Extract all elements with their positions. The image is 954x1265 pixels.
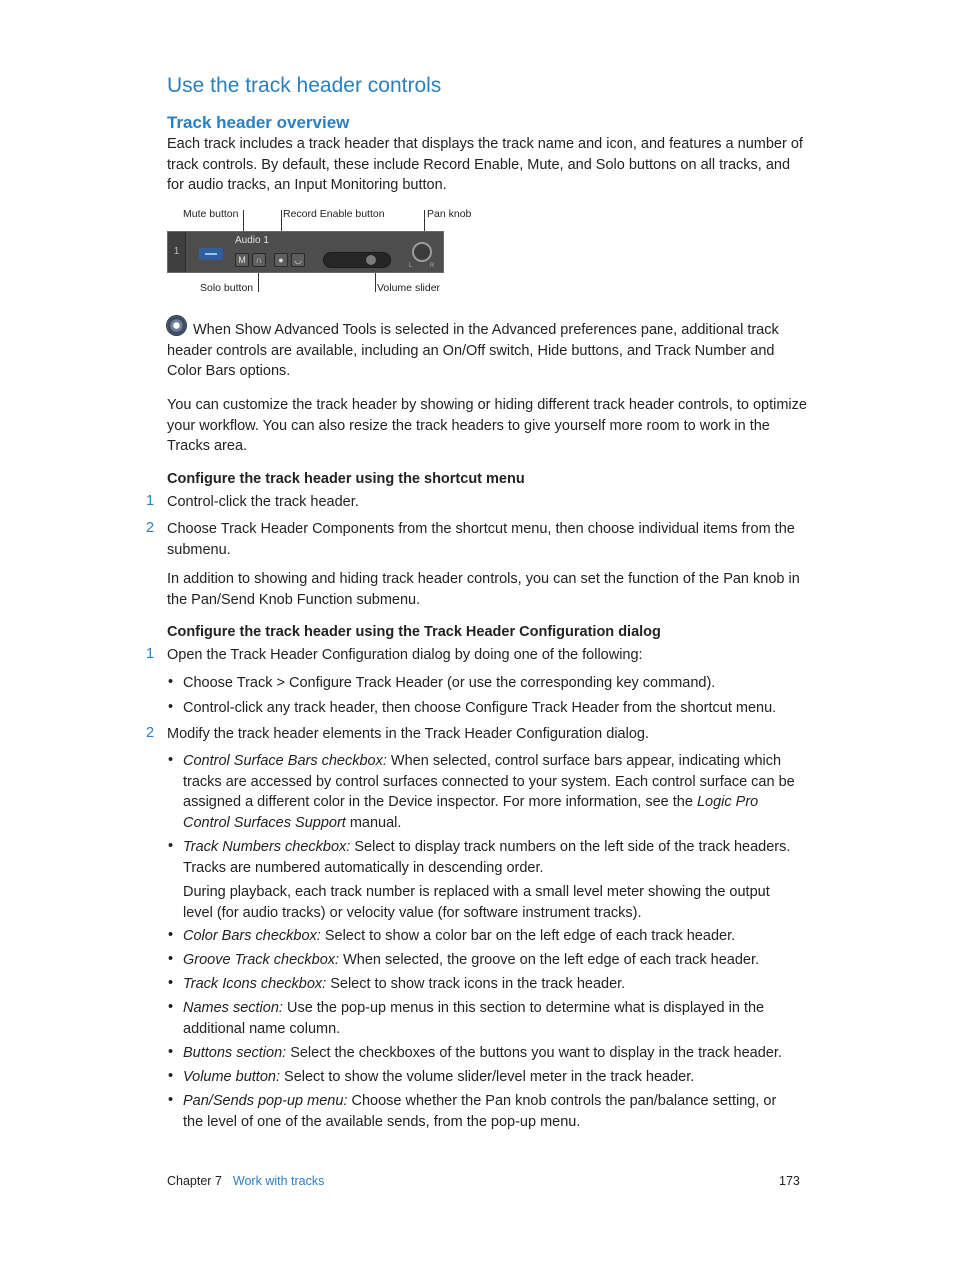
item-tail: manual.	[345, 814, 402, 831]
bullet: •	[168, 1092, 174, 1108]
intro-paragraph: Each track includes a track header that displays the track name and icon, and features a number of track controls. By default, these include Record Enable, Mute, and Solo buttons on all tracks, and for audio tracks, an Input Monitoring button.	[167, 136, 803, 194]
bullet: •	[168, 838, 174, 854]
pan-knob[interactable]	[412, 242, 432, 262]
chapter-number: Chapter 7	[167, 1174, 222, 1188]
track-name[interactable]: Audio 1	[235, 235, 269, 246]
callout-volume: Volume slider	[377, 282, 441, 294]
mute-button[interactable]	[235, 253, 249, 267]
bullet: •	[168, 951, 174, 967]
advanced-note: When Show Advanced Tools is selected in the Advanced preferences pane, additional track header controls are available, including an On/Off switch, Hide buttons, and Track Number and Color Bars options.	[167, 322, 779, 380]
item-term: Volume button:	[183, 1069, 280, 1085]
bullet-text	[183, 926, 798, 947]
shortcut-heading: Configure the track header using the shortcut menu	[167, 471, 525, 487]
bullet-text	[183, 1091, 798, 1132]
volume-slider[interactable]	[323, 252, 391, 268]
item-term: Buttons section:	[183, 1045, 287, 1061]
page-number: 173	[779, 1174, 800, 1188]
bullet-text	[183, 837, 798, 878]
bullet: •	[168, 752, 174, 768]
item-term: Control Surface Bars checkbox:	[183, 753, 387, 769]
item-text: When selected, the groove on the left edge of each track header.	[339, 952, 760, 968]
bullet-text	[183, 1043, 798, 1064]
pan-knob-paragraph: In addition to showing and hiding track header controls, you can set the function of the Pan knob in the Pan/Send Knob Function submenu.	[167, 571, 800, 608]
item-text: Select to show track icons in the track header.	[326, 976, 626, 992]
bullet-text	[183, 974, 798, 995]
section-heading: Track header overview	[167, 113, 350, 132]
volume-slider-knob[interactable]	[365, 254, 377, 266]
playback-note: During playback, each track number is replaced with a small level meter showing the output level (for audio tracks) or velocity value (for software instrument tracks).	[183, 884, 770, 921]
step-number: 2	[146, 725, 155, 741]
item-term: Groove Track checkbox:	[183, 952, 340, 968]
customize-paragraph: You can customize the track header by showing or hiding different track header controls, to optimize your workflow. You can also resize the track headers to give yourself more room to work in the Tracks area.	[167, 397, 807, 455]
callout-solo: Solo button	[200, 282, 254, 294]
record-icon: ●	[278, 255, 284, 265]
input-monitoring-button[interactable]	[291, 253, 305, 267]
bullet-text: Choose Track > Configure Track Header (or use the corresponding key command).	[183, 675, 716, 691]
audio-track-icon	[199, 248, 223, 260]
bullet: •	[168, 674, 174, 690]
item-reference: Logic Pro Control Surfaces Support	[183, 794, 759, 831]
bullet: •	[168, 927, 174, 943]
step-text: Open the Track Header Configuration dialog by doing one of the following:	[167, 647, 643, 663]
item-text: Use the pop-up menus in this section to determine what is displayed in the additional name column.	[183, 1000, 765, 1037]
item-text: Select to show a color bar on the left edge of each track header.	[320, 928, 736, 944]
step-text: Control-click the track header.	[167, 494, 359, 510]
pan-left-label: L	[409, 263, 413, 269]
input-monitor-icon: ◡	[294, 255, 302, 265]
bullet: •	[168, 1068, 174, 1084]
bullet: •	[168, 1044, 174, 1060]
item-text: Choose whether the Pan knob controls the pan/balance setting, or the level of one of the available sends, from the pop-up menu.	[183, 1093, 777, 1130]
callout-record: Record Enable button	[283, 208, 385, 220]
bullet-text	[183, 751, 798, 833]
step-number: 1	[146, 646, 155, 662]
bullet-text	[183, 1067, 798, 1088]
chapter-link[interactable]: Work with tracks	[232, 1174, 325, 1188]
item-text: Select to show the volume slider/level meter in the track header.	[280, 1069, 695, 1085]
step-number: 1	[146, 493, 155, 509]
bullet: •	[168, 699, 174, 715]
track-number: 1	[168, 232, 186, 272]
footer-chapter	[167, 1174, 324, 1188]
bullet-text	[183, 998, 798, 1039]
dialog-heading: Configure the track header using the Track Header Configuration dialog	[167, 624, 661, 640]
item-term: Color Bars checkbox:	[183, 928, 321, 944]
item-term: Track Icons checkbox:	[183, 976, 327, 992]
bullet-text: Control-click any track header, then choose Configure Track Header from the shortcut menu.	[183, 700, 777, 716]
callout-mute: Mute button	[183, 208, 239, 220]
item-text: Select to display track numbers on the left side of the track headers. Tracks are numbered automatically in descending order.	[183, 839, 791, 876]
step-text: Choose Track Header Components from the shortcut menu, then choose individual items from the submenu.	[167, 521, 795, 558]
headphones-icon: ∩	[255, 255, 263, 265]
callout-pan: Pan knob	[427, 208, 472, 220]
solo-button[interactable]	[252, 253, 266, 267]
bullet-text	[183, 950, 798, 971]
bullet: •	[168, 975, 174, 991]
item-term: Track Numbers checkbox:	[183, 839, 351, 855]
track-header-figure[interactable]	[167, 231, 444, 273]
page-title: Use the track header controls	[167, 74, 442, 97]
item-text: Select the checkboxes of the buttons you want to display in the track header.	[286, 1045, 782, 1061]
bullet: •	[168, 999, 174, 1015]
step-text: Modify the track header elements in the Track Header Configuration dialog.	[167, 726, 649, 742]
item-text: When selected, control surface bars appear, indicating which tracks are accessed by control surfaces connected to your system. Each control surface can be assigned a different color in the Device inspector. For more information, see the	[183, 753, 795, 811]
item-term: Names section:	[183, 1000, 283, 1016]
record-enable-button[interactable]	[274, 253, 288, 267]
step-number: 2	[146, 520, 155, 536]
item-term: Pan/Sends pop-up menu:	[183, 1093, 348, 1109]
pan-right-label: R	[430, 263, 435, 269]
mute-icon: M	[238, 255, 246, 265]
